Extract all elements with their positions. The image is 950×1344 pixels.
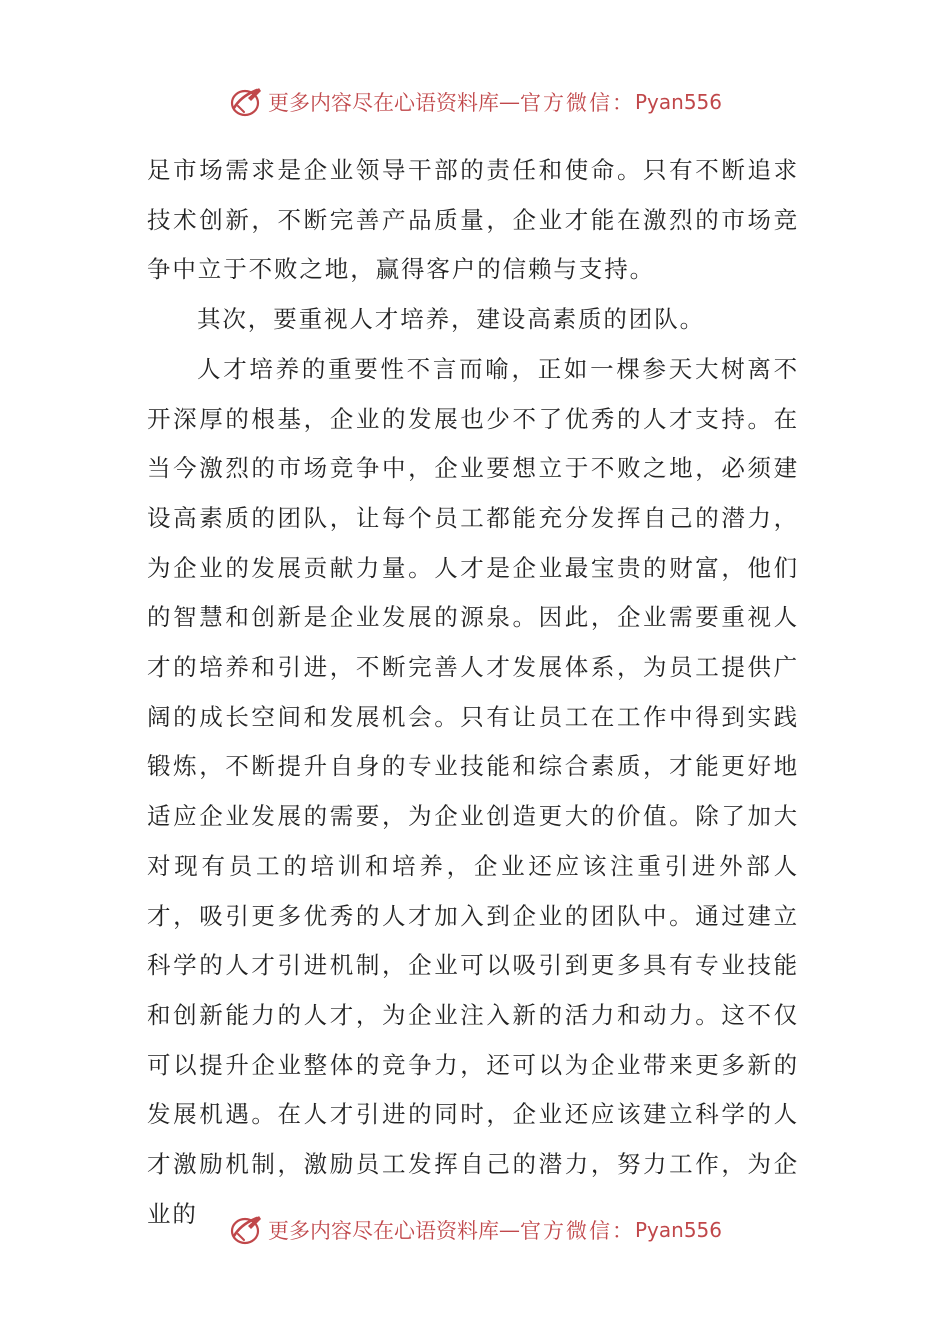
paragraph-continuation: 足市场需求是企业领导干部的责任和使命。只有不断追求技术创新，不断完善产品质量，企业才能在激烈的市场竞争中立于不败之地，赢得客户的信赖与支持。 — [147, 156, 799, 284]
footer-wechat-handle: Pyan556 — [634, 1218, 722, 1242]
header-banner — [0, 82, 950, 122]
footer-wechat-label: 官方微信： — [519, 1219, 635, 1243]
paragraph-talent-training: 人才培养的重要性不言而喻，正如一棵参天大树离不开深厚的根基，企业的发展也少不了优秀的人才支持。在当今激烈的市场竞争中，企业要想立于不败之地，必须建设高素质的团队，让每个员工都能充分发挥自己的潜力，为企业的发展贡献力量。人才是企业最宝贵的财富，他们的智慧和创新是企业发展的源泉。因此，企业需要重视人才的培养和引进，不断完善人才发展体系，为员工提供广阔的成长空间和发展机会。只有让员工在工作中得到实践锻炼，不断提升自身的专业技能和综合素质，才能更好地适应企业发展的需要，为企业创造更大的价值。除了加大对现有员工的培训和培养，企业还应该注重引进外部人才，吸引更多优秀的人才加入到企业的团队中。通过建立科学的人才引进机制，企业可以吸引到更多具有专业技能和创新能力的人才，为企业注入新的活力和动力。这不仅可以提升企业整体的竞争力，还可以为企业带来更多新的发展机遇。在人才引进的同时，企业还应该建立科学的人才激励机制，激励员工发挥自己的潜力，努力工作，为企业的 — [147, 354, 799, 1228]
header-wechat-label: 官方微信： — [519, 91, 635, 115]
header-dash: — — [498, 90, 520, 114]
footer-banner — [0, 1210, 950, 1250]
pen-logo-icon — [228, 1212, 264, 1248]
paragraph-heading-talent: 其次，要重视人才培养，建设高素质的团队。 — [197, 305, 705, 334]
header-site-name: 更多内容尽在心语资料库 — [267, 91, 499, 115]
document-body — [147, 146, 799, 1239]
footer-dash: — — [498, 1218, 520, 1242]
pen-logo-icon — [228, 84, 264, 120]
header-wechat-handle: Pyan556 — [634, 90, 722, 114]
footer-site-name: 更多内容尽在心语资料库 — [267, 1219, 499, 1243]
